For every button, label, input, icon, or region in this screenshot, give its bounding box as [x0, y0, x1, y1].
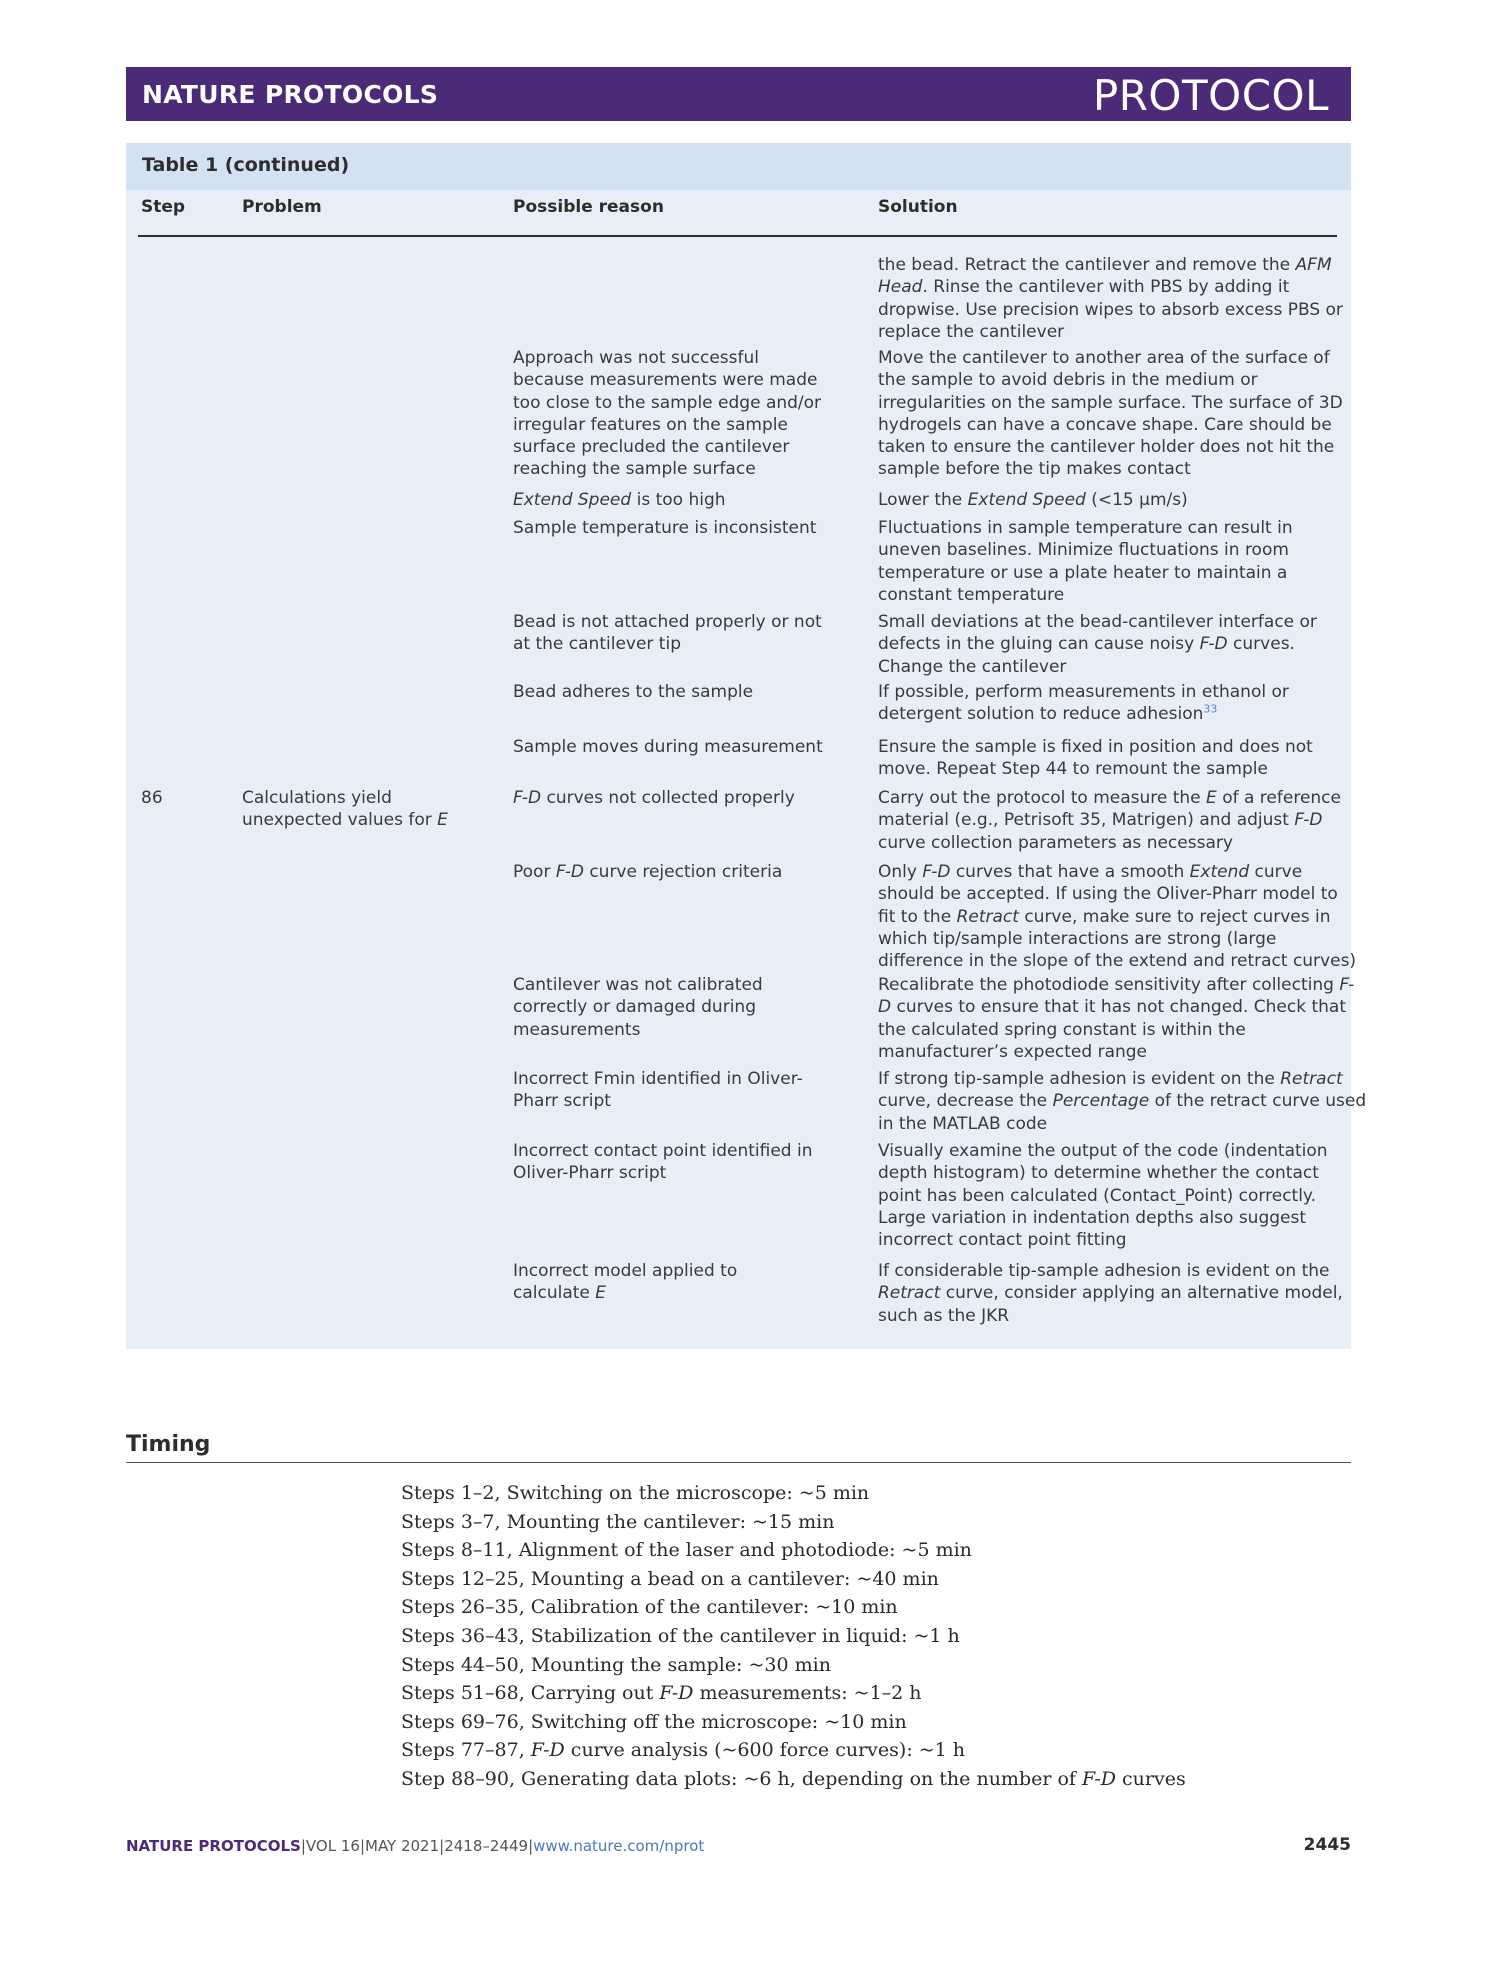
timing-item: Steps 8–11, Alignment of the laser and photodiode: ~5 min	[401, 1539, 972, 1562]
footer-pages: 2418–2449	[444, 1837, 529, 1855]
table-cell-solution: Recalibrate the photodiode sensitivity after collecting F- D curves to ensure that it has not changed. Check that the calculated spring constant is within the manufacturer’s expected range	[878, 975, 1355, 1062]
header-rule	[138, 235, 1337, 237]
timing-heading: Timing	[126, 1432, 211, 1457]
table-cell-solution: Only F-D curves that have a smooth Extend curve should be accepted. If using the Oliver-Pharr model to fit to the Retract curve, make sure to reject curves in which tip/sample interactions are strong (large difference in the slope of the extend and retract curves)	[878, 862, 1357, 972]
table-cell-reason: Incorrect Fmin identified in Oliver- Pharr script	[513, 1069, 803, 1112]
article-type: PROTOCOL	[1092, 71, 1329, 120]
timing-item: Steps 69–76, Switching off the microscope: ~10 min	[401, 1710, 907, 1733]
timing-item: Steps 44–50, Mounting the sample: ~30 min	[401, 1653, 831, 1676]
column-header-reason: Possible reason	[513, 197, 664, 217]
table-cell-reason: Cantilever was not calibrated correctly or damaged during measurements	[513, 975, 763, 1040]
timing-item: Steps 26–35, Calibration of the cantilever: ~10 min	[401, 1596, 898, 1619]
table-cell-solution: If strong tip-sample adhesion is evident on the Retract curve, decrease the Percentage of the retract curve used in the MATLAB code	[878, 1069, 1367, 1134]
footer-url-link[interactable]: www.nature.com/nprot	[533, 1837, 705, 1855]
troubleshooting-table	[126, 143, 1367, 1349]
timing-item: Steps 77–87, F-D curve analysis (~600 force curves): ~1 h	[401, 1739, 966, 1762]
table-cell-reason: Bead adheres to the sample	[513, 682, 754, 702]
column-header-problem: Problem	[242, 197, 322, 217]
table-cell-solution: the bead. Retract the cantilever and remove the AFM Head. Rinse the cantilever with PBS by adding it dropwise. Use precision wipes to absorb excess PBS or replace the cantilever	[878, 255, 1343, 342]
timing-item: Steps 1–2, Switching on the microscope: ~5 min	[401, 1482, 870, 1504]
table-cell-reason: Extend Speed is too high	[513, 490, 726, 510]
column-header-step: Step	[141, 197, 186, 217]
table-cell-reason: Poor F-D curve rejection criteria	[513, 862, 783, 882]
journal-name: NATURE PROTOCOLS	[142, 80, 439, 109]
page-number: 2445	[1303, 1835, 1351, 1855]
table-cell-solution: If considerable tip-sample adhesion is evident on the Retract curve, consider applying an alternative model, such as the JKR	[878, 1261, 1343, 1326]
timing-item: Step 88–90, Generating data plots: ~6 h, depending on the number of F-D curves	[401, 1767, 1186, 1790]
table-cell-solution: Ensure the sample is fixed in position and does not move. Repeat Step 44 to remount the sample	[878, 737, 1313, 780]
timing-rule	[126, 1462, 1351, 1463]
table-cell-reason: Incorrect contact point identified in Oliver-Pharr script	[513, 1141, 813, 1184]
table-cell-solution: Fluctuations in sample temperature can result in uneven baselines. Minimize fluctuations in room temperature or use a plate heater to maintain a constant temperature	[878, 518, 1293, 605]
timing-list	[401, 1479, 1186, 1794]
table-cell-solution: Small deviations at the bead-cantilever interface or defects in the gluing can cause noisy F-D curves. Change the cantilever	[878, 612, 1317, 677]
table-cell-step: 86	[141, 788, 163, 808]
footer-volume: VOL 16	[305, 1837, 360, 1855]
table-title-band	[126, 143, 1351, 190]
timing-item: Steps 3–7, Mounting the cantilever: ~15 min	[401, 1510, 835, 1533]
timing-item: Steps 12–25, Mounting a bead on a cantilever: ~40 min	[401, 1567, 939, 1590]
footer-citation: NATURE PROTOCOLS|VOL 16|MAY 2021|2418–2449|www.nature.com/nprot	[126, 1837, 705, 1855]
table-cell-solution: Move the cantilever to another area of the surface of the sample to avoid debris in the medium or irregularities on the sample surface. The surface of 3D hydrogels can have a concave shape. Care should be taken to ensure the cantilever holder does not hit the sample before the tip makes contact	[878, 348, 1343, 480]
table-cell-reason: Incorrect model applied to calculate E	[513, 1261, 738, 1304]
table-title: Table 1 (continued)	[142, 154, 350, 176]
table-cell-reason: F-D curves not collected properly	[513, 788, 795, 808]
table-cell-solution: Carry out the protocol to measure the E of a reference material (e.g., Petrisoft 35, Matrigen) and adjust F-D curve collection parameters as necessary	[878, 788, 1341, 853]
table-cell-reason: Sample moves during measurement	[513, 737, 823, 757]
table-cell-reason: Approach was not successful because measurements were made too close to the sample edge and/or irregular features on the sample surface precluded the cantilever reaching the sample surface	[513, 348, 822, 480]
timing-item: Steps 36–43, Stabilization of the cantilever in liquid: ~1 h	[401, 1624, 960, 1647]
column-header-solution: Solution	[878, 197, 958, 217]
table-cell-solution: Lower the Extend Speed (<15 μm/s)	[878, 490, 1188, 510]
journal-header-bar	[126, 67, 1351, 121]
table-cell-reason: Sample temperature is inconsistent	[513, 518, 817, 538]
table-cell-problem: Calculations yield unexpected values for E	[242, 788, 448, 831]
table-cell-solution: Visually examine the output of the code (indentation depth histogram) to determine whether the contact point has been calculated (Contact_Point) correctly. Large variation in indentation depths also suggest incorrect contact point fitting	[878, 1141, 1328, 1251]
footer-date: MAY 2021	[365, 1837, 440, 1855]
footer-journal: NATURE PROTOCOLS	[126, 1837, 301, 1855]
table-cell-reason: Bead is not attached properly or not at the cantilever tip	[513, 612, 822, 655]
timing-item: Steps 51–68, Carrying out F-D measurements: ~1–2 h	[401, 1682, 922, 1705]
table-cell-solution: If possible, perform measurements in ethanol or detergent solution to reduce adhesion$^{33}$	[878, 682, 1289, 725]
